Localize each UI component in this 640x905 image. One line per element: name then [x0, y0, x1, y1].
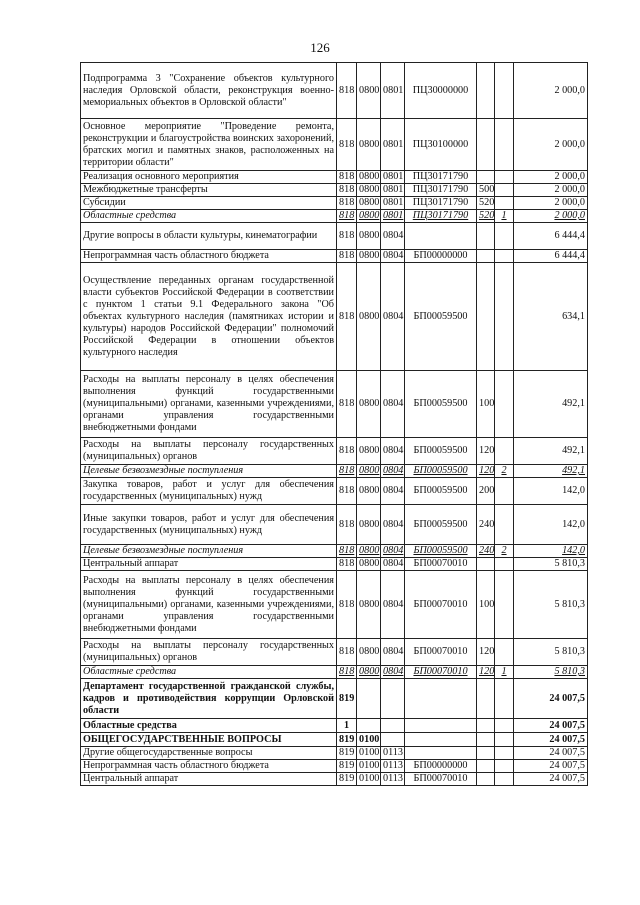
expense-type-cell: 240 — [477, 545, 495, 558]
subsection-code-cell — [381, 679, 405, 719]
budget-table — [80, 62, 588, 786]
amount-cell: 2 000,0 — [514, 197, 588, 210]
admin-code-cell: 818 — [337, 478, 357, 505]
funding-source-cell: 2 — [495, 545, 514, 558]
row-name-cell: Расходы на выплаты персоналу в целях обеспечения выполнения функций государственными (муниципальными) органами, казенными учреждениями, органами управления государственными внебюджетными фондами — [81, 571, 337, 639]
table-row — [81, 223, 588, 250]
table-body — [81, 63, 588, 786]
table-row — [81, 465, 588, 478]
row-name-cell: Реализация основного мероприятия — [81, 171, 337, 184]
subsection-code-cell — [381, 719, 405, 733]
admin-code-cell: 818 — [337, 558, 357, 571]
expense-type-cell — [477, 760, 495, 773]
section-code-cell: 0800 — [357, 438, 381, 465]
subsection-code-cell: 0804 — [381, 478, 405, 505]
expense-type-cell: 200 — [477, 478, 495, 505]
amount-cell: 142,0 — [514, 505, 588, 545]
table-row — [81, 639, 588, 666]
expense-type-cell — [477, 733, 495, 747]
section-code-cell: 0800 — [357, 371, 381, 438]
funding-source-cell — [495, 571, 514, 639]
admin-code-cell: 818 — [337, 250, 357, 263]
expense-type-cell: 120 — [477, 666, 495, 679]
table-row — [81, 63, 588, 119]
table-row — [81, 571, 588, 639]
admin-code-cell: 818 — [337, 666, 357, 679]
row-name-cell: Другие общегосударственные вопросы — [81, 747, 337, 760]
target-article-cell: БП00070010 — [405, 639, 477, 666]
target-article-cell — [405, 679, 477, 719]
subsection-code-cell: 0804 — [381, 263, 405, 371]
section-code-cell: 0800 — [357, 263, 381, 371]
row-name-cell: Межбюджетные трансферты — [81, 184, 337, 197]
expense-type-cell: 520 — [477, 197, 495, 210]
section-code-cell: 0800 — [357, 465, 381, 478]
funding-source-cell — [495, 505, 514, 545]
funding-source-cell — [495, 263, 514, 371]
amount-cell: 5 810,3 — [514, 571, 588, 639]
admin-code-cell: 818 — [337, 119, 357, 171]
amount-cell: 24 007,5 — [514, 760, 588, 773]
row-name-cell: Целевые безвозмездные поступления — [81, 465, 337, 478]
row-name-cell: Центральный аппарат — [81, 558, 337, 571]
admin-code-cell: 818 — [337, 545, 357, 558]
table-row — [81, 747, 588, 760]
table-row — [81, 666, 588, 679]
funding-source-cell: 1 — [495, 210, 514, 223]
section-code-cell: 0800 — [357, 184, 381, 197]
admin-code-cell: 819 — [337, 733, 357, 747]
expense-type-cell: 500 — [477, 184, 495, 197]
table-row — [81, 760, 588, 773]
section-code-cell: 0100 — [357, 773, 381, 786]
funding-source-cell — [495, 438, 514, 465]
target-article-cell — [405, 719, 477, 733]
subsection-code-cell: 0804 — [381, 438, 405, 465]
funding-source-cell: 2 — [495, 465, 514, 478]
target-article-cell: БП00000000 — [405, 250, 477, 263]
funding-source-cell — [495, 719, 514, 733]
expense-type-cell: 240 — [477, 505, 495, 545]
expense-type-cell: 520 — [477, 210, 495, 223]
target-article-cell: ПЦ30000000 — [405, 63, 477, 119]
admin-code-cell: 1 — [337, 719, 357, 733]
amount-cell: 2 000,0 — [514, 210, 588, 223]
amount-cell: 5 810,3 — [514, 666, 588, 679]
funding-source-cell — [495, 773, 514, 786]
table-row — [81, 773, 588, 786]
expense-type-cell — [477, 773, 495, 786]
table-row — [81, 371, 588, 438]
funding-source-cell — [495, 733, 514, 747]
subsection-code-cell: 0801 — [381, 184, 405, 197]
table-row — [81, 263, 588, 371]
expense-type-cell: 100 — [477, 571, 495, 639]
section-code-cell: 0800 — [357, 250, 381, 263]
amount-cell: 2 000,0 — [514, 119, 588, 171]
expense-type-cell: 100 — [477, 371, 495, 438]
amount-cell: 5 810,3 — [514, 639, 588, 666]
admin-code-cell: 818 — [337, 639, 357, 666]
section-code-cell — [357, 679, 381, 719]
amount-cell: 24 007,5 — [514, 773, 588, 786]
table-row — [81, 250, 588, 263]
row-name-cell: Областные средства — [81, 719, 337, 733]
subsection-code-cell: 0804 — [381, 371, 405, 438]
target-article-cell: БП00059500 — [405, 371, 477, 438]
row-name-cell: Иные закупки товаров, работ и услуг для обеспечения государственных (муниципальных) нужд — [81, 505, 337, 545]
table-row — [81, 719, 588, 733]
admin-code-cell: 818 — [337, 171, 357, 184]
table-row — [81, 733, 588, 747]
admin-code-cell: 819 — [337, 773, 357, 786]
admin-code-cell: 818 — [337, 571, 357, 639]
target-article-cell: ПЦ30171790 — [405, 171, 477, 184]
row-name-cell: Расходы на выплаты персоналу государственных (муниципальных) органов — [81, 639, 337, 666]
funding-source-cell — [495, 478, 514, 505]
admin-code-cell: 818 — [337, 197, 357, 210]
section-code-cell: 0800 — [357, 171, 381, 184]
expense-type-cell — [477, 747, 495, 760]
target-article-cell: БП00059500 — [405, 545, 477, 558]
admin-code-cell: 818 — [337, 371, 357, 438]
target-article-cell: БП00059500 — [405, 438, 477, 465]
admin-code-cell: 818 — [337, 223, 357, 250]
section-code-cell: 0800 — [357, 63, 381, 119]
row-name-cell: Непрограммная часть областного бюджета — [81, 760, 337, 773]
subsection-code-cell: 0804 — [381, 666, 405, 679]
section-code-cell — [357, 719, 381, 733]
subsection-code-cell: 0804 — [381, 505, 405, 545]
funding-source-cell — [495, 63, 514, 119]
row-name-cell: Расходы на выплаты персоналу государственных (муниципальных) органов — [81, 438, 337, 465]
table-row — [81, 171, 588, 184]
funding-source-cell — [495, 639, 514, 666]
row-name-cell: Расходы на выплаты персоналу в целях обеспечения выполнения функций государственными (муниципальными) органами, казенными учреждениями, органами управления государственными внебюджетными фондами — [81, 371, 337, 438]
row-name-cell: Подпрограмма 3 "Сохранение объектов культурного наследия Орловской области, реконструкция военно-мемориальных объектов в Орловской области" — [81, 63, 337, 119]
expense-type-cell — [477, 250, 495, 263]
target-article-cell: ПЦ30171790 — [405, 197, 477, 210]
expense-type-cell — [477, 719, 495, 733]
admin-code-cell: 818 — [337, 63, 357, 119]
subsection-code-cell: 0801 — [381, 171, 405, 184]
section-code-cell: 0100 — [357, 733, 381, 747]
table-row — [81, 197, 588, 210]
section-code-cell: 0800 — [357, 505, 381, 545]
amount-cell: 6 444,4 — [514, 223, 588, 250]
row-name-cell: Областные средства — [81, 210, 337, 223]
row-name-cell: Департамент государственной гражданской службы, кадров и противодействия коррупции Орловской области — [81, 679, 337, 719]
target-article-cell: ПЦ30100000 — [405, 119, 477, 171]
subsection-code-cell: 0804 — [381, 639, 405, 666]
amount-cell: 492,1 — [514, 438, 588, 465]
section-code-cell: 0100 — [357, 747, 381, 760]
expense-type-cell — [477, 263, 495, 371]
amount-cell: 24 007,5 — [514, 747, 588, 760]
amount-cell: 492,1 — [514, 371, 588, 438]
section-code-cell: 0100 — [357, 760, 381, 773]
subsection-code-cell: 0801 — [381, 63, 405, 119]
funding-source-cell — [495, 558, 514, 571]
subsection-code-cell: 0801 — [381, 210, 405, 223]
section-code-cell: 0800 — [357, 210, 381, 223]
amount-cell: 5 810,3 — [514, 558, 588, 571]
target-article-cell — [405, 733, 477, 747]
amount-cell: 24 007,5 — [514, 679, 588, 719]
admin-code-cell: 818 — [337, 210, 357, 223]
subsection-code-cell: 0113 — [381, 760, 405, 773]
subsection-code-cell: 0804 — [381, 558, 405, 571]
amount-cell: 6 444,4 — [514, 250, 588, 263]
amount-cell: 142,0 — [514, 545, 588, 558]
amount-cell: 2 000,0 — [514, 171, 588, 184]
amount-cell: 142,0 — [514, 478, 588, 505]
admin-code-cell: 818 — [337, 505, 357, 545]
target-article-cell: БП00070010 — [405, 571, 477, 639]
admin-code-cell: 819 — [337, 679, 357, 719]
admin-code-cell: 818 — [337, 184, 357, 197]
table-row — [81, 558, 588, 571]
funding-source-cell: 1 — [495, 666, 514, 679]
target-article-cell — [405, 223, 477, 250]
row-name-cell: Непрограммная часть областного бюджета — [81, 250, 337, 263]
funding-source-cell — [495, 197, 514, 210]
row-name-cell: Осуществление переданных органам государственной власти субъектов Российской Федерации в соответствии с пунктом 1 статьи 9.1 Федерального закона "Об объектах культурного наследия (памятниках истории и культуры) народов Российской Федерации" полномочий Российской Федерации в отношении объектов культурного наследия — [81, 263, 337, 371]
subsection-code-cell: 0804 — [381, 465, 405, 478]
target-article-cell: БП00000000 — [405, 760, 477, 773]
table-row — [81, 210, 588, 223]
page-number: 126 — [310, 40, 330, 55]
admin-code-cell: 818 — [337, 465, 357, 478]
target-article-cell: БП00059500 — [405, 478, 477, 505]
expense-type-cell: 120 — [477, 438, 495, 465]
section-code-cell: 0800 — [357, 197, 381, 210]
row-name-cell: Целевые безвозмездные поступления — [81, 545, 337, 558]
subsection-code-cell: 0804 — [381, 571, 405, 639]
section-code-cell: 0800 — [357, 639, 381, 666]
table-row — [81, 679, 588, 719]
target-article-cell: БП00059500 — [405, 465, 477, 478]
table-row — [81, 478, 588, 505]
subsection-code-cell: 0804 — [381, 223, 405, 250]
section-code-cell: 0800 — [357, 478, 381, 505]
row-name-cell: Закупка товаров, работ и услуг для обеспечения государственных (муниципальных) нужд — [81, 478, 337, 505]
expense-type-cell: 120 — [477, 639, 495, 666]
funding-source-cell — [495, 250, 514, 263]
section-code-cell: 0800 — [357, 558, 381, 571]
subsection-code-cell: 0804 — [381, 250, 405, 263]
expense-type-cell: 120 — [477, 465, 495, 478]
section-code-cell: 0800 — [357, 571, 381, 639]
funding-source-cell — [495, 223, 514, 250]
target-article-cell: БП00059500 — [405, 505, 477, 545]
target-article-cell — [405, 747, 477, 760]
row-name-cell: Другие вопросы в области культуры, кинематографии — [81, 223, 337, 250]
table-row — [81, 505, 588, 545]
target-article-cell: БП00070010 — [405, 558, 477, 571]
funding-source-cell — [495, 760, 514, 773]
row-name-cell: Центральный аппарат — [81, 773, 337, 786]
funding-source-cell — [495, 679, 514, 719]
subsection-code-cell: 0804 — [381, 545, 405, 558]
table-row — [81, 184, 588, 197]
row-name-cell: ОБЩЕГОСУДАРСТВЕННЫЕ ВОПРОСЫ — [81, 733, 337, 747]
amount-cell: 634,1 — [514, 263, 588, 371]
subsection-code-cell: 0113 — [381, 773, 405, 786]
funding-source-cell — [495, 371, 514, 438]
section-code-cell: 0800 — [357, 119, 381, 171]
amount-cell: 24 007,5 — [514, 719, 588, 733]
expense-type-cell — [477, 679, 495, 719]
expense-type-cell — [477, 558, 495, 571]
expense-type-cell — [477, 223, 495, 250]
section-code-cell: 0800 — [357, 545, 381, 558]
amount-cell: 2 000,0 — [514, 63, 588, 119]
expense-type-cell — [477, 119, 495, 171]
subsection-code-cell — [381, 733, 405, 747]
expense-type-cell — [477, 171, 495, 184]
target-article-cell: БП00070010 — [405, 773, 477, 786]
target-article-cell: ПЦ30171790 — [405, 184, 477, 197]
admin-code-cell: 818 — [337, 438, 357, 465]
section-code-cell: 0800 — [357, 666, 381, 679]
amount-cell: 492,1 — [514, 465, 588, 478]
amount-cell: 2 000,0 — [514, 184, 588, 197]
row-name-cell: Областные средства — [81, 666, 337, 679]
subsection-code-cell: 0801 — [381, 119, 405, 171]
admin-code-cell: 819 — [337, 760, 357, 773]
target-article-cell: ПЦ30171790 — [405, 210, 477, 223]
section-code-cell: 0800 — [357, 223, 381, 250]
funding-source-cell — [495, 184, 514, 197]
row-name-cell: Основное мероприятие "Проведение ремонта, реконструкции и благоустройства воинских захоронений, братских могил и памятных знаков, расположенных на территории области" — [81, 119, 337, 171]
subsection-code-cell: 0113 — [381, 747, 405, 760]
row-name-cell: Субсидии — [81, 197, 337, 210]
expense-type-cell — [477, 63, 495, 119]
table-row — [81, 119, 588, 171]
target-article-cell: БП00070010 — [405, 666, 477, 679]
funding-source-cell — [495, 171, 514, 184]
table-row — [81, 545, 588, 558]
funding-source-cell — [495, 747, 514, 760]
subsection-code-cell: 0801 — [381, 197, 405, 210]
admin-code-cell: 819 — [337, 747, 357, 760]
amount-cell: 24 007,5 — [514, 733, 588, 747]
funding-source-cell — [495, 119, 514, 171]
admin-code-cell: 818 — [337, 263, 357, 371]
table-row — [81, 438, 588, 465]
target-article-cell: БП00059500 — [405, 263, 477, 371]
